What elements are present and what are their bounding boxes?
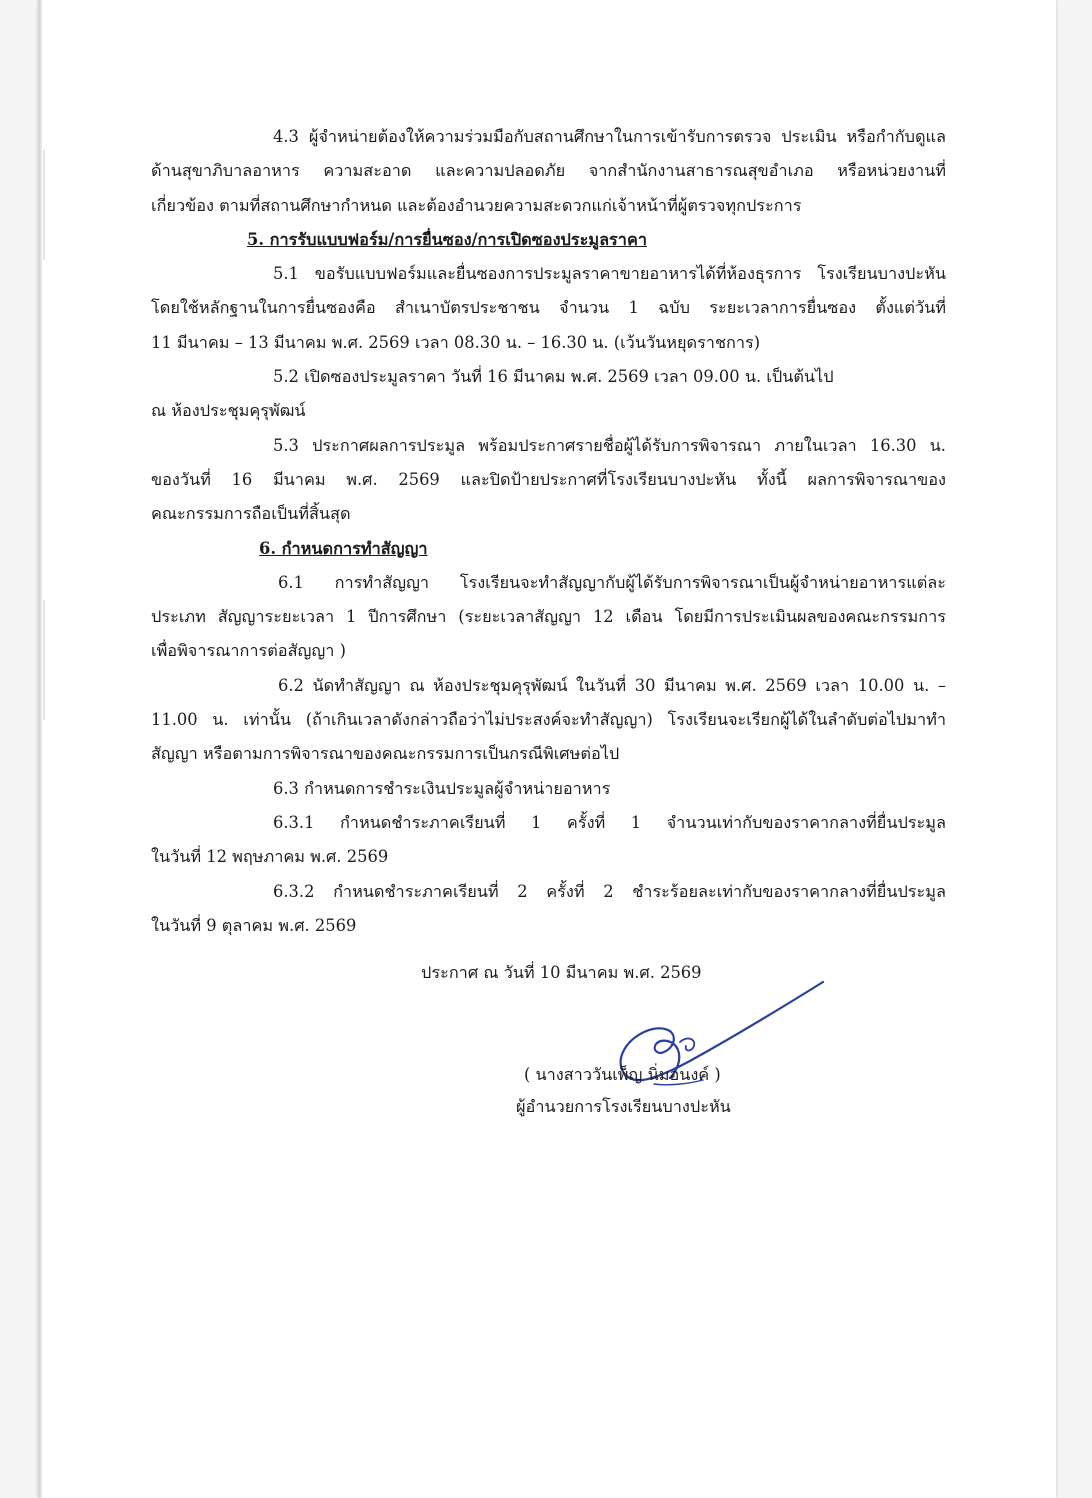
paragraph-6-3-1-line-2: ในวันที่ 12 พฤษภาคม พ.ศ. 2569: [151, 847, 389, 867]
signer-name: ( นางสาววันเพ็ญ นิ่มอนงค์ ): [524, 1065, 721, 1084]
paragraph-6-3-2-line-2: ในวันที่ 9 ตุลาคม พ.ศ. 2569: [151, 915, 357, 935]
page-edge-marks: [40, 0, 46, 1498]
paragraph-6-1-line-2: ประเภท สัญญาระยะเวลา 1 ปีการศึกษา (ระยะเวลาสัญญา 12 เดือน โดยมีการประเมินผลของคณะกรรมการ: [151, 607, 946, 627]
paragraph-6-2-line-1: 6.2 นัดทำสัญญา ณ ห้องประชุมคุรุพัฒน์ ในวันที่ 30 มีนาคม พ.ศ. 2569 เวลา 10.00 น. –: [278, 675, 946, 695]
paragraph-5-3-line-1: 5.3 ประกาศผลการประมูล พร้อมประกาศรายชื่อผู้ได้รับการพิจารณา ภายในเวลา 16.30 น.: [273, 435, 946, 455]
paragraph-4-3-line-3: เกี่ยวข้อง ตามที่สถานศึกษากำหนด และต้องอำนวยความสะดวกแก่เจ้าหน้าที่ผู้ตรวจทุกประการ: [151, 195, 802, 215]
paragraph-6-1-line-1: 6.1 การทำสัญญา โรงเรียนจะทำสัญญากับผู้ได้รับการพิจารณาเป็นผู้จำหน่ายอาหารแต่ละ: [278, 572, 946, 592]
paragraph-5-2-line-2: ณ ห้องประชุมคุรุพัฒน์: [151, 401, 306, 421]
paragraph-5-3-line-3: คณะกรรมการถือเป็นที่สิ้นสุด: [151, 504, 351, 524]
paragraph-4-3-line-1: 4.3 ผู้จำหน่ายต้องให้ความร่วมมือกับสถานศึกษาในการเข้ารับการตรวจ ประเมิน หรือกำกับดูแล: [273, 127, 946, 146]
paragraph-5-1-line-2: โดยใช้หลักฐานในการยื่นซองคือ สำเนาบัตรประชาชน จำนวน 1 ฉบับ ระยะเวลาการยื่นซอง ตั้งแต่วันที่: [151, 298, 946, 318]
paragraph-6-3-1-line-1: 6.3.1 กำหนดชำระภาคเรียนที่ 1 ครั้งที่ 1 จำนวนเท่ากับของราคากลางที่ยื่นประมูล: [273, 812, 946, 832]
paragraph-6-2-line-2: 11.00 น. เท่านั้น (ถ้าเกินเวลาดังกล่าวถือว่าไม่ประสงค์จะทำสัญญา) โรงเรียนจะเรียกผู้ได้ในลำดับต่อไปมาทำ: [151, 710, 946, 730]
paragraph-6-3-2-line-1: 6.3.2 กำหนดชำระภาคเรียนที่ 2 ครั้งที่ 2 ชำระร้อยละเท่ากับของราคากลางที่ยื่นประมูล: [273, 881, 946, 901]
announcement-date: ประกาศ ณ วันที่ 10 มีนาคม พ.ศ. 2569: [421, 963, 702, 982]
paragraph-5-1-line-1: 5.1 ขอรับแบบฟอร์มและยื่นซองการประมูลราคาขายอาหารได้ที่ห้องธุรการ โรงเรียนบางปะหัน: [273, 264, 946, 284]
paragraph-5-1-line-3: 11 มีนาคม – 13 มีนาคม พ.ศ. 2569 เวลา 08.30 น. – 16.30 น. (เว้นวันหยุดราชการ): [151, 332, 761, 352]
section-5-heading: 5. การรับแบบฟอร์ม/การยื่นซอง/การเปิดซองประมูลราคา: [247, 229, 647, 249]
document-body: [151, 120, 946, 943]
paragraph-4-3-line-2: ด้านสุขาภิบาลอาหาร ความสะอาด และความปลอดภัย จากสำนักงานสาธารณสุขอำเภอ หรือหน่วยงานที่: [151, 161, 946, 181]
paragraph-6-3-line-1: 6.3 กำหนดการชำระเงินประมูลผู้จำหน่ายอาหาร: [273, 778, 611, 798]
paragraph-6-1-line-3: เพื่อพิจารณาการต่อสัญญา ): [151, 641, 346, 661]
paragraph-5-3-line-2: ของวันที่ 16 มีนาคม พ.ศ. 2569 และปิดป้ายประกาศที่โรงเรียนบางปะหัน ทั้งนี้ ผลการพิจารณาของ: [151, 469, 946, 489]
paragraph-6-2-line-3: สัญญา หรือตามการพิจารณาของคณะกรรมการเป็นกรณีพิเศษต่อไป: [151, 744, 620, 764]
document-page: [38, 0, 1056, 1498]
paragraph-5-2-line-1: 5.2 เปิดซองประมูลราคา วันที่ 16 มีนาคม พ.ศ. 2569 เวลา 09.00 น. เป็นต้นไป: [273, 367, 834, 387]
signer-title: ผู้อำนวยการโรงเรียนบางปะหัน: [516, 1097, 731, 1116]
section-6-heading: 6. กำหนดการทำสัญญา: [259, 538, 428, 558]
